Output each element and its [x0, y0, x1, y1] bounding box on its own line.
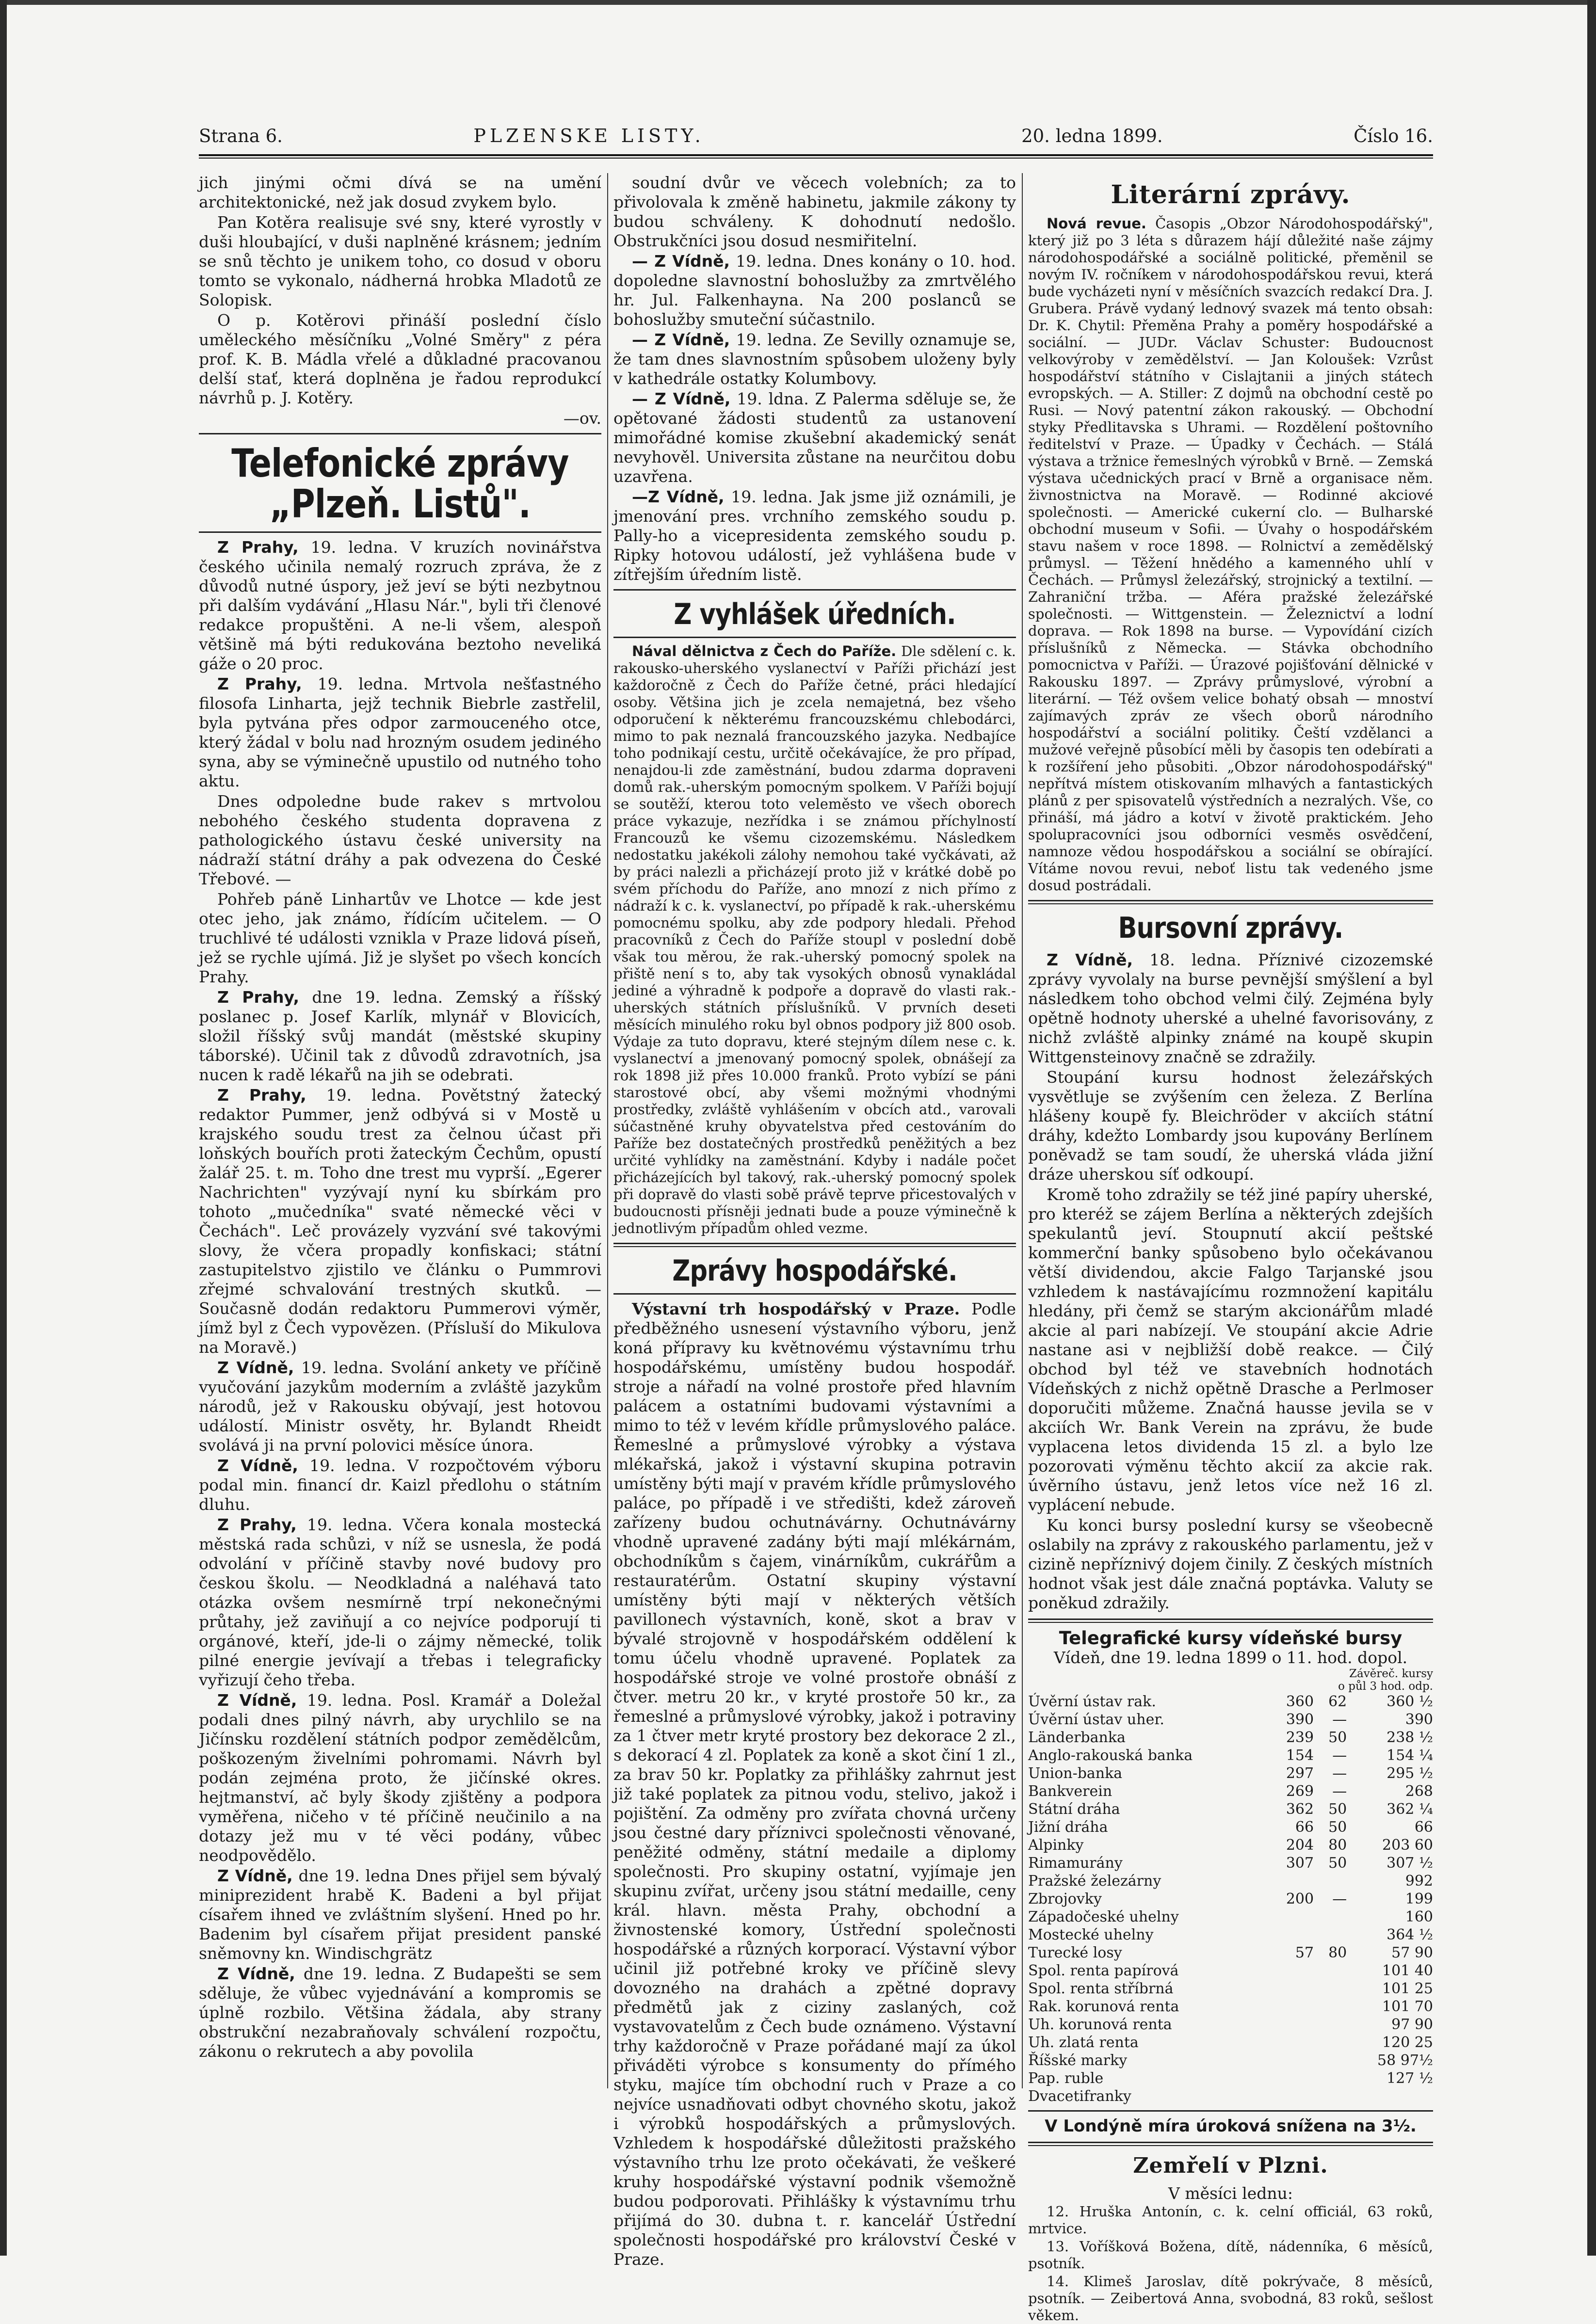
rate-closing: 390 — [1405, 1711, 1433, 1728]
news-text: Ku konci bursy poslední kursy se všeobecně oslabily na zprávy z rakouského parlamentu, jež v cizině nepříznivý dojem činily. Z českých místních hodnot však jest dále značná poptávka. Valuty se poněkud zdražily. — [1028, 1515, 1433, 1612]
news-item — [199, 674, 601, 791]
rates-row — [1028, 1711, 1433, 1729]
news-item — [1028, 1516, 1433, 1613]
rates-row — [1028, 1944, 1433, 1962]
rate-security: Západočeské uhelny — [1028, 1908, 1179, 1925]
rate-value: 297 — [1286, 1764, 1314, 1782]
article-paragraph: jich jinými očmi dívá se na umění architektonické, než jak dosud zvykem bylo. — [199, 173, 601, 211]
news-text: Kromě toho zdražily se též jiné papíry uherské, pro kteréž se zájem Berlína a některých zdejších spekulantů jeví. Stoupnutí akcií peštské kommerční banky spůsobeno bylo očekávanou větší dividendou, akcie Falgo Tarjanské jsou vzhledem k nastávajícímu rozmnožení kapitálu hledány, při čemž se starým akcionářům mladé akcie al pari nabízejí. Ve stoupání akcie Adrie nastane asi v nejbližší době reakce. — Čilý obchod byl též ve stavebních hodnotách Vídeňských z nichž opětně Drasche a Perlmoser doporučiti můžeme. Značná hausse jevila se v akciích Wr. Bank Verein na zprávu, že bude vyplacena letos dividenda 15 zl. a bylo lze pozorovati výměnu těchto akcií za akcie rak. úvěrního ústavu, jenž letos více než 16 zl. vyplácení nebude. — [1028, 1185, 1433, 1514]
news-text: 19. ledna. Jak jsme již oznámili, je jmenování pres. vrchního zemského soudu p. Pally-ho a vicepresidenta zemského soudu p. Ripky hotovou událostí, jež vyhlášena bude v zítřejším úředním listě. — [613, 487, 1016, 584]
rates-row — [1028, 1747, 1433, 1764]
literary-paragraph — [1028, 215, 1433, 894]
london-rate-note: V Londýně míra úroková snížena na 3½. — [1045, 2116, 1417, 2136]
rate-value: 362 — [1286, 1800, 1314, 1818]
news-dateline: — Z Vídně, — [632, 330, 730, 349]
news-text: 19. ledna. Mrtvola nešťastného filosofa Linharta, jejž technik Biebrle zastřelil, byla pytvána přes odpor zarmouceného otce, který žádal v bolu nad hrozným osudem jediného syna, aby se výminečně upustilo od nutného toho aktu. — [199, 674, 601, 790]
news-item — [199, 1691, 601, 1865]
section-title-zemreli: Zemřelí v Plzni. — [1133, 2153, 1328, 2178]
rate-security: Úvěrní ústav rak. — [1028, 1693, 1156, 1710]
rates-row — [1028, 1693, 1433, 1711]
rate-value-fraction — [1318, 1980, 1351, 1998]
issue-date: 20. ledna 1899. — [1021, 125, 1163, 146]
news-text: 19. ledna. Posl. Kramář a Doležal podali dnes pilný návrh, aby urychlilo se na Jičínsku rozdělení státních podpor zemědělcům, poškozeným živelními pohromami. Návrh byl podán zejména proto, že jičínské okres. hejtmanství, ač byly škody zjištěny a podpora vyměřena, ničeho v té příčině neučinilo a na dotazy jež mu v té věci podány, vůbec neodpovědělo. — [199, 1691, 601, 1865]
news-item — [613, 389, 1016, 486]
divider — [613, 1243, 1016, 1247]
rate-value-fraction: 50 — [1328, 1800, 1347, 1818]
rates-subtitle: Vídeň, dne 19. ledna 1899 o 11. hod. dopol. — [1053, 1648, 1408, 1667]
news-text: 19. ledna. Včera konala mostecká městská rada schůzi, v níž se usnesla, že podá odvolání v příčině stavby nové budovy pro českou školu. — Neodkladná a naléhavá tato otázka ovšem nesmírně trpí nekonečnými průtahy, jež zaviňují a co nejvíce podporují ti orgánové, kteří, jde-li o zájmy německé, tolik pilné energie jevívají a třebas i telegraficky vyřizují čeho třeba. — [199, 1515, 602, 1689]
rate-value-fraction: 80 — [1328, 1836, 1347, 1854]
rates-row — [1028, 1729, 1433, 1747]
column-1 — [199, 173, 601, 2088]
economy-text: Podle předběžného usnesení výstavního výboru, jenž koná přípravy ku květnovému výstavnímu trhu hospodářskému, umístěny budou hospodář. stroje a nářadí na volné prostoře před hlavním palácem a ostatními budovami výstavními a mimo to též v levém křídle průmyslového paláce. Řemeslné a průmyslové výrobky a výstava mlékařská, jakož i výstavní skupina potravin umístěny býti mají v pravém křídle průmyslového paláce, po případě i ve středišti, kdež zároveň zařízeny budou ochutnávárny. Ochutnávárny vhodně upravené zadány býti mají mlékárnám, obchodníkům s čajem, vinárníkům, cukrářům a restauratérům. Ostatní skupiny výstavní umístěny býti mají v některých větších pavillonech výstavních, koně, skot a brav v bývalé strojovně v hospodářském oddělení k tomu účelu vhodně upravené. Poplatek za hospodářské stroje ve volné prostoře obnáší z čtver. metru 20 kr., v kryté prostoře 50 kr., za řemeslné a průmyslové výrobky, jakož i potraviny za 1 čtver metr kryté prostory bez dekorace 2 zl., s dekorací 4 zl. Poplatek za koně a skot činí 1 zl., za brav 50 kr. Poplatky za přihlášky zahrnut jest již také poplatek za pitnou vodu, stelivo, jakož i pojištění. Za odměny pro zvířata chovná určeny jsou čestné dary příznivci společnosti věnované, peněžité odměny, státní medaile a diplomy společnosti. Pro skupiny ostatní, vyjímaje jen skupinu zvířat, určeny jsou státní medaille, ceny král. hlavn. města Prahy, obchodní a živnostenské komory, Ústřední společnosti hospodářské a různých korporací. Výstavní výbor učinil již potřebné kroky ve příčině slevy dovozného na drahách a zpětné dopravy předmětů jak z ciziny zaslaných, což vystavovatelům z Čech bude oznámeno. Výstavní trhy každoročně v Praze pořádané mají za úkol přiváděti výrobce s konsumenty do přímého styku, majíce tím obchodní ruch v Praze a co nejvíce usnadňovati odbyt chovného skotu, jakož i výrobků hospodářských a průmyslových. Vzhledem k hospodářské důležitosti pražského výstavního trhu lze proto očekávati, že veškeré kruhy hospodářské výstavní podnik všemožně budou podporovati. Přihlášky k výstavnímu trhu přijímá do 30. dubna t. r. kancelář Ústřední společnosti hospodářské pro království České v Praze. — [613, 1299, 1016, 2269]
news-list — [613, 173, 1016, 584]
news-text: Dnes odpoledne bude rakev s mrtvolou nebohého českého studenta dopravena z pathologického ústavu české university na nádraží státní dráhy a pak odvezena do České Třebové. — — [199, 792, 601, 888]
article-signature: —ov. — [563, 409, 601, 428]
article-paragraph: O p. Kotěrovi přináší poslední číslo uměleckého měsíčníku „Volné Směry" z péra prof. K. B. Mádla vřelé a důkladné pracovanou delší stať, která doplněna je řadou reprodukcí návrhů p. J. Kotěry. — [199, 311, 601, 407]
rates-row — [1028, 1764, 1433, 1782]
rate-security: Union-banka — [1028, 1764, 1123, 1782]
divider — [1028, 2142, 1433, 2146]
news-dateline: Z Prahy, — [217, 1515, 297, 1534]
column-3 — [1028, 173, 1434, 2324]
rate-security: Spol. renta papírová — [1028, 1962, 1179, 1979]
news-dateline: Z Prahy, — [217, 538, 299, 557]
rate-value: 390 — [1286, 1711, 1314, 1728]
rate-value-fraction: 62 — [1328, 1693, 1347, 1710]
news-item — [613, 252, 1016, 329]
column-2 — [613, 173, 1016, 2269]
divider — [1028, 2110, 1433, 2112]
section-title-bursovni: Bursovní zprávy. — [1118, 911, 1343, 945]
rate-security: Bankverein — [1028, 1782, 1112, 1800]
rate-closing: 360 ½ — [1386, 1693, 1433, 1710]
rate-value — [1271, 2016, 1318, 2034]
rate-value-fraction: — — [1332, 1890, 1347, 1907]
rates-table — [1028, 1693, 1433, 2105]
news-dateline: —Z Vídně, — [632, 487, 725, 506]
rate-security: Pražské železárny — [1028, 1872, 1161, 1890]
notice-lead: Nával dělnictva z Čech do Paříže. — [632, 643, 897, 659]
death-entry: 14. Klimeš Jaroslav, dítě pokrývače, 8 měsíců, psotník. — Zeibertová Anna, svobodná, 83 roků, sešlost věkem. — [1028, 2273, 1433, 2324]
rates-row — [1028, 1818, 1433, 1836]
rate-value-fraction — [1318, 1926, 1351, 1944]
rate-value-fraction: — — [1332, 1747, 1347, 1764]
scan-edge-top — [0, 0, 1596, 5]
notice-paragraph — [613, 643, 1016, 1237]
news-text: 19. ledna. Dnes konány o 10. hod. dopoledne slavnostní bohoslužby za zmrtvělého hr. Jul. Falkenhayna. Na 200 poslanců se bohoslužby smuteční súčastnilo. — [613, 252, 1016, 329]
rates-row — [1028, 1836, 1433, 1854]
news-item — [613, 173, 1016, 251]
rate-value — [1271, 2069, 1318, 2087]
rate-security: Spol. renta stříbrná — [1028, 1980, 1174, 1997]
rates-row — [1028, 2052, 1433, 2069]
rates-row — [1028, 1908, 1433, 1926]
news-dateline: Z Vídně, — [217, 1866, 293, 1885]
section-title-vyhlasky: Z vyhlášek úředních. — [674, 597, 956, 631]
rate-value-fraction: 50 — [1328, 1818, 1347, 1836]
rate-closing: 66 — [1414, 1818, 1433, 1836]
rate-closing: 268 — [1405, 1782, 1433, 1800]
section-title-hospodarske: Zprávy hospodářské. — [672, 1254, 957, 1288]
newspaper-page — [199, 119, 1434, 2324]
rate-value-fraction: 50 — [1328, 1854, 1347, 1872]
rate-value — [1271, 1908, 1318, 1926]
rates-row — [1028, 1890, 1433, 1908]
literary-text: Časopis „Obzor Národohospodářský", který již po 3 léta s důrazem hájí důležité naše zájmy národohospodářské a sociálně politické, přeměnil se novým IV. ročníkem v národohospodářskou revui, která bude vycházeti nyní v měsíčních svazcích redakcí Dra. J. Grubera. Právě vydaný lednový svazek má tento obsah: Dr. K. Chytil: Přeměna Prahy a poměry hospodářské a sociální. — JUDr. Václav Schuster: Budoucnost velkovýroby v zemědělství. — Jan Koloušek: Vzrůst hospodářství státního v Cislajtanii a jiných státech evropských. — A. Stiller: Z dojmů na obchodní cestě po Rusi. — Nový patentní zákon rakouský. — Obchodní styky Předlitavska s Uhrami. — Rozdělení poštovního ředitelství v Praze. — Úpadky v Čechách. — Stálá výstava a tržnice řemeslných výrobků v Brně. — Zemská výstava učednických prací v Brně a organisace něm. živnostnictva na Moravě. — Rodinné akciové společnosti. — Americké cukerní clo. — Bulharské obchodní museum v Sofii. — Úvahy o hospodářském stavu našem v roce 1898. — Rolnictví a zemědělský průmysl. — Těžení hnědého a kamenného uhlí v Čechách. — Průmysl železářský, strojnický a textilní. — Zahraniční tržba. — Aféra pražské železářské společnosti. — Wittgenstein. — Železnictví a lodní doprava. — Rok 1898 na burse. — Vypovídání cizích příslušníků z Německa. — Stávka obchodního pomocnictva v Paříži. — Úrazové pojišťování dělnické v Rakousku 1897. — Zprávy průmyslové, výrobní a literární. — Též ovšem velice bohatý obsah — mnoství zajímavých zpráv ze všech oborů národního hospodářství a sociální politiky. Čeští vzdělanci a mužové veřejně působící měli by časopis ten odebírati a k rozšíření jeho působiti. „Obzor národohospodářský" nepřítvá místem otiskovaním mlhavých a fantastických plánů z per spisovatelů výstředních a nezralých. Vše, co přináší, má jádro a kotví v životě praktickém. Jeho spolupracovníci jsou odborníci vesměs osvědčení, namnoze vědou hospodářskou a sociální se obírající. Vítáme novou revui, neboť listu tak vedeného jsme dosud postrádali. — [1028, 215, 1434, 894]
news-text: 19. ledna. V rozpočtovém výboru podal min. financí dr. Kaizl předlohu o státním dluhu. — [199, 1456, 601, 1514]
page-number: Strana 6. — [199, 125, 283, 146]
death-entry: 12. Hruška Antonín, c. k. celní officiál, 63 roků, mrtvice. — [1028, 2203, 1433, 2237]
rate-closing: 364 ½ — [1386, 1926, 1433, 1943]
rate-value: 57 — [1295, 1944, 1314, 1961]
rate-closing: 101 40 — [1382, 1962, 1433, 1979]
news-dateline: Z Prahy, — [217, 674, 302, 693]
rate-security: Uh. korunová renta — [1028, 2016, 1172, 2033]
news-item — [1028, 1185, 1433, 1515]
rates-row — [1028, 1980, 1433, 1998]
divider — [1028, 900, 1433, 904]
news-item — [199, 538, 601, 673]
rate-security: Zbrojovky — [1028, 1890, 1102, 1907]
divider — [1028, 1619, 1433, 1623]
news-text: 18. ledna. Příznivé cizozemské zprávy vyvolaly na burse pevnější smýšlení a byl následkem toho obchod velmi čilý. Zejména byly opětně hodnoty uherské a uhelné favorisovány, z nichž zvláště alpinky známé na koupě skupin Wittgensteinovy značně se zdražily. — [1028, 950, 1433, 1066]
rate-value-fraction: — — [1332, 1711, 1347, 1728]
rate-value: 360 — [1286, 1693, 1314, 1710]
rate-security: Pap. ruble — [1028, 2069, 1104, 2087]
news-text: soudní dvůr ve věcech volebních; za to přivolovala k změně habinetu, jakmile zákony ty budou schváleny. K dohodnutí nedošlo. Obstrukčníci jsou dosud nesmiřitelní. — [613, 173, 1016, 250]
rate-value-fraction — [1318, 1908, 1351, 1926]
news-dateline: Z Vídně, — [217, 1964, 295, 1983]
rate-value — [1271, 2034, 1318, 2052]
news-item — [613, 487, 1016, 584]
deaths-list — [1028, 2203, 1433, 2324]
rate-value-fraction: 50 — [1328, 1729, 1347, 1746]
issue-number: Číslo 16. — [1354, 125, 1433, 146]
news-dateline: Z Prahy, — [217, 1086, 306, 1105]
rate-value — [1271, 1998, 1318, 2016]
rates-row — [1028, 2069, 1433, 2087]
news-item — [199, 1866, 601, 1963]
section-title-literarni: Literární zprávy. — [1111, 180, 1351, 209]
news-text: Stoupání kursu hodnost železářských vysvětluje se zvýšením cen železa. Z Berlína hlášeny koupě fy. Bleichröder v akciích státní dráhy, kdežto Lombardy jsou kupovány Berlínem poněvadž se tam soudí, že uherská vláda jižní dráze uherskou síť odkoupí. — [1028, 1067, 1433, 1184]
economy-paragraph — [613, 1299, 1016, 2269]
news-item — [199, 890, 601, 987]
rate-value-fraction — [1318, 2034, 1351, 2052]
rate-value-fraction — [1318, 2087, 1351, 2105]
stock-news-list — [1028, 950, 1433, 1613]
divider — [613, 589, 1016, 591]
rate-value — [1271, 1926, 1318, 1944]
rate-security: Dvacetifranky — [1028, 2087, 1131, 2105]
rate-security: Mostecké uhelny — [1028, 1926, 1154, 1943]
divider — [199, 433, 601, 434]
rates-row — [1028, 1998, 1433, 2016]
news-item — [199, 792, 601, 889]
news-item — [1028, 1068, 1433, 1184]
rate-closing: 101 25 — [1382, 1980, 1433, 1997]
rate-closing: 199 — [1405, 1890, 1433, 1907]
divider — [613, 637, 1016, 638]
rate-value-fraction: — — [1332, 1764, 1347, 1782]
rate-security: Uh. zlatá renta — [1028, 2034, 1139, 2051]
news-dateline: Z Vídně, — [217, 1691, 297, 1710]
rates-column-header — [1028, 1667, 1433, 1693]
section-title-telefonicke: Telefonické zprávy „Plzeň. Listů". — [231, 441, 569, 527]
news-item — [1028, 950, 1433, 1067]
rate-security: Říšské marky — [1028, 2052, 1128, 2069]
rate-security: Länderbanka — [1028, 1729, 1126, 1746]
deaths-month: V měsíci lednu: — [1168, 2183, 1293, 2203]
news-item — [199, 1358, 601, 1455]
news-item — [199, 1086, 601, 1357]
rate-value — [1271, 2052, 1318, 2069]
rate-closing: 127 ½ — [1386, 2069, 1433, 2087]
economy-lead: Výstavní trh hospodářský v Praze. — [632, 1299, 960, 1318]
rate-closing: 238 ½ — [1386, 1729, 1433, 1746]
rates-row — [1028, 1854, 1433, 1872]
rate-value — [1271, 2087, 1318, 2105]
news-text: 19. ledna. V kruzích novinářstva českého učinila nemalý rozruch zpráva, že z důvodů nutné úspory, jež jeví se býti nezbytnou při dalším vydávání „Hlasu Nár.", byli tři členové redakce propuštěni. A ne-li všem, alespoň většině má býti redukována beztoho neveliká gáže o 20 proc. — [199, 538, 602, 673]
rate-value — [1271, 1980, 1318, 1998]
news-dateline: Z Vídně, — [217, 1358, 294, 1377]
news-item — [199, 1515, 601, 1690]
rate-security: Turecké losy — [1028, 1944, 1122, 1961]
rate-closing: 58 97½ — [1377, 2052, 1433, 2069]
rate-closing: 203 60 — [1382, 1836, 1433, 1854]
news-text: dne 19. ledna Dnes přijel sem bývalý miniprezident hrabě K. Badeni a byl přijat císařem ihned ve zvláštním slyšení. Hned po hr. Badenim byl císařem přijat president panské sněmovny kn. Windischgrätz — [199, 1866, 601, 1963]
news-dateline: Z Prahy, — [217, 988, 299, 1007]
news-text: 19. ledna. Ze Sevilly oznamuje se, že tam dnes slavnostním spůsobem uloženy byly v kathedrále ostatky Kolumbovy. — [613, 330, 1016, 388]
news-dateline: Z Vídně, — [217, 1456, 298, 1475]
rate-security: Státní dráha — [1028, 1800, 1120, 1818]
rate-value-fraction — [1318, 1872, 1351, 1890]
rate-value — [1271, 1962, 1318, 1980]
rate-closing: 57 90 — [1391, 1944, 1433, 1961]
rate-value: 269 — [1286, 1782, 1314, 1800]
scan-edge-right — [1587, 0, 1596, 2256]
header-rule — [199, 154, 1433, 159]
rates-row — [1028, 2016, 1433, 2034]
news-text: 19. ldna. Z Palerma sděluje se, že opětované žádosti studentů za ustanovení mimořádné komise zkušební akademický senát nevyhověl. Universita zůstane na neurčitou dobu uzavřena. — [613, 389, 1016, 486]
rates-row — [1028, 1872, 1433, 1890]
rate-security: Úvěrní ústav uher. — [1028, 1711, 1164, 1728]
rate-closing: 97 90 — [1391, 2016, 1433, 2033]
news-item — [199, 1964, 601, 2061]
rate-value: 204 — [1286, 1836, 1314, 1854]
rate-closing: 120 25 — [1382, 2034, 1433, 2051]
news-text: Pohřeb páně Linhartův ve Lhotce — kde jest otec jeho, jak známo, řídícím učitelem. — O truchlivé té události vznikla v Praze lidová píseň, jež se rychle ujímá. Již je slyšet po všech koncích Prahy. — [199, 890, 601, 986]
death-entry: 13. Voříšková Božena, dítě, nádenníka, 6 měsíců, psotník. — [1028, 2238, 1433, 2272]
rate-closing: 160 — [1405, 1908, 1433, 1925]
rate-closing: 101 70 — [1382, 1998, 1433, 2015]
news-dateline: — Z Vídně, — [632, 252, 730, 271]
news-text: dne 19. ledna. Zemský a říšský poslanec p. Josef Karlík, mlynář v Blovicích, složil říšský svůj mandát (městské skupiny táborské). Učinil tak z důvodů zdravotních, jsa nucen k radě lékařů na jih se odebrati. — [199, 988, 602, 1084]
rate-closing: 154 ¼ — [1386, 1747, 1433, 1764]
rates-header-line: Závěreč. kursy — [1349, 1667, 1433, 1680]
rate-value-fraction — [1318, 1998, 1351, 2016]
rates-row — [1028, 1800, 1433, 1818]
news-list — [199, 538, 601, 2061]
divider — [199, 531, 601, 533]
news-item — [199, 1456, 601, 1514]
news-text: dne 19. ledna. Z Budapešti se sem sděluje, že vůbec vyjednávání a kompromis se úplně rozbilo. Většina žádala, aby strany obstrukční nezabraňovaly schválení rozpočtu, zákonu o rekrutech a aby povolila — [199, 1964, 601, 2061]
rate-value-fraction: — — [1332, 1782, 1347, 1800]
column-rule — [1022, 173, 1023, 2088]
rate-value-fraction — [1318, 2016, 1351, 2034]
news-dateline: — Z Vídně, — [632, 389, 731, 408]
scan-edge-left — [0, 0, 7, 2256]
page-header — [199, 119, 1433, 153]
rates-header-line: o půl 3 hod. odp. — [1338, 1680, 1433, 1693]
news-item — [613, 330, 1016, 388]
rate-value-fraction — [1318, 2052, 1351, 2069]
divider — [613, 1293, 1016, 1295]
newspaper-title: PLZENSKE LISTY. — [473, 125, 705, 146]
news-text: 19. ledna. Svolání ankety ve příčině vyučování jazykům moderním a zvláště jazykům národů, jež v Rakousku obývají, jest hotovou událostí. Ministr osvěty, hr. Bylandt Rheidt svolává ji na první polovici měsíce února. — [199, 1358, 601, 1455]
rate-closing — [1351, 2087, 1433, 2105]
rate-security: Alpinky — [1028, 1836, 1084, 1854]
rate-value: 66 — [1295, 1818, 1314, 1836]
rate-value: 307 — [1286, 1854, 1314, 1872]
rate-security: Rimamurány — [1028, 1854, 1123, 1872]
literary-lead: Nová revue. — [1047, 215, 1146, 232]
rate-value: 154 — [1286, 1747, 1314, 1764]
rate-security: Jižní dráha — [1028, 1818, 1108, 1836]
column-rule — [607, 173, 608, 2088]
rates-title: Telegrafické kursy vídeňské bursy — [1059, 1627, 1403, 1649]
rate-closing: 362 ¼ — [1386, 1800, 1433, 1818]
rate-value-fraction — [1318, 1962, 1351, 1980]
rate-value-fraction — [1318, 2069, 1351, 2087]
article-paragraph: Pan Kotěra realisuje své sny, které vyrostly v duši hloubající, v duši naplněné krásnem; jedním se snů těchto je unikem toho, co dosud v oboru tomto se vykonalo, nádherná hrobka Mladotů ze Solopisk. — [199, 213, 601, 309]
rates-row — [1028, 2087, 1433, 2105]
rate-closing: 295 ½ — [1386, 1764, 1433, 1782]
news-item — [199, 988, 601, 1085]
rate-value: 200 — [1286, 1890, 1314, 1907]
rate-security: Rak. korunová renta — [1028, 1998, 1179, 2015]
rate-security: Anglo-rakouská banka — [1028, 1747, 1193, 1764]
rates-row — [1028, 2034, 1433, 2052]
news-dateline: Z Vídně, — [1047, 950, 1133, 969]
rate-value: 239 — [1286, 1729, 1314, 1746]
rates-row — [1028, 1962, 1433, 1980]
notice-text: Dle sdělení c. k. rakousko-uherského vyslanectví v Paříži přichází jest každoročně z Čech do Paříže četné, práci hledající osoby. Většina jich je zcela nemajetná, bez všeho odporučení k některému francouzskému chlebodárci, mimo to pak neznalá francouzského jazyka. Nedbajíce toho podnikají cestu, určitě očekávajíce, že pro případ, nenajdou-li zde zaměstnání, budou zdarma dopraveni domů rak.-uherským pomocným spolkem. V Paříži bojují se soutěží, kterou toto veleměsto ve všech oborech práce vykazuje, nezřídka i se známou příchylností Francouzů ke všemu cizozemskému. Následkem nedostatku jakékoli zálohy nemohou také vyčkávati, až by práci nalezli a přicházejí proto již v krátké době po svém příchodu do Paříže, ano mnozí z nich přímo z nádraží k c. k. vyslanectví, po případě k rak.-uherskému pomocnému spolku, aby zde podpory hledali. Přehod pracovníků z Čech do Paříže stoupl v poslední době však tou měrou, že rak.-uherský pomocný spolek na přiště není s to, aby tak vysokých obnosů vynakládal jediné a výhradně k podpoře a dopravě do vlasti rak.-uherských státních příslušníků. V prvních deseti měsících minulého roku byl obnos podpory již 800 osob. Výdaje za tuto dopravu, které stejným dílem nese c. k. vyslanectví a jmenovaný pomocný spolek, obnášejí za rok 1898 již přes 10.000 franků. Proto vybízí se páni starostové obcí, aby všemi možnými vhodnými prostředky, zvláště vyhlášením v obcích atd., varovali súčastněné kruhy obyvatelstva před cestováním do Paříže bez dostatečných prostředků peněžitých a bez určité vyhlídky na zaměstnání. Kdyby i nadále počet přicházejících byl takový, rak.-uherský pomocný spolek při dopravě do vlasti sobě právě teprve přicestovalých v budoucnosti přísněji jednati bude a pouze výminečně k jednotlivým případům ohled vezme. — [613, 643, 1016, 1236]
news-text: 19. ledna. Povětstný žatecký redaktor Pummer, jenž odbývá si v Mostě u krajského soudu trest za čelnou účast při loňských bouřích proti žateckým Čechům, opustí žalář 25. t. m. Toho dne trest mu vyprší. „Egerer Nachrichten" vyzývají nyní ku sbírkám pro tohoto „mučedníka" svaté německé věci v Čechách". Leč provázely vyzvání své takovými slovy, že včera propadly konfiskaci; státní zastupitelstvo zjistilo ve článku o Pummrovi zřejmé schvalování trestných skutků. — Současně dodán redaktoru Pummerovi výměr, jímž byl z Čech vypovězen. (Přísluší do Mikulova na Moravě.) — [199, 1086, 601, 1357]
rate-closing: 307 ½ — [1386, 1854, 1433, 1872]
rate-value — [1271, 1872, 1318, 1890]
rate-value-fraction: 80 — [1328, 1944, 1347, 1961]
rate-closing: 992 — [1405, 1872, 1433, 1890]
rates-row — [1028, 1782, 1433, 1800]
rates-row — [1028, 1926, 1433, 1944]
